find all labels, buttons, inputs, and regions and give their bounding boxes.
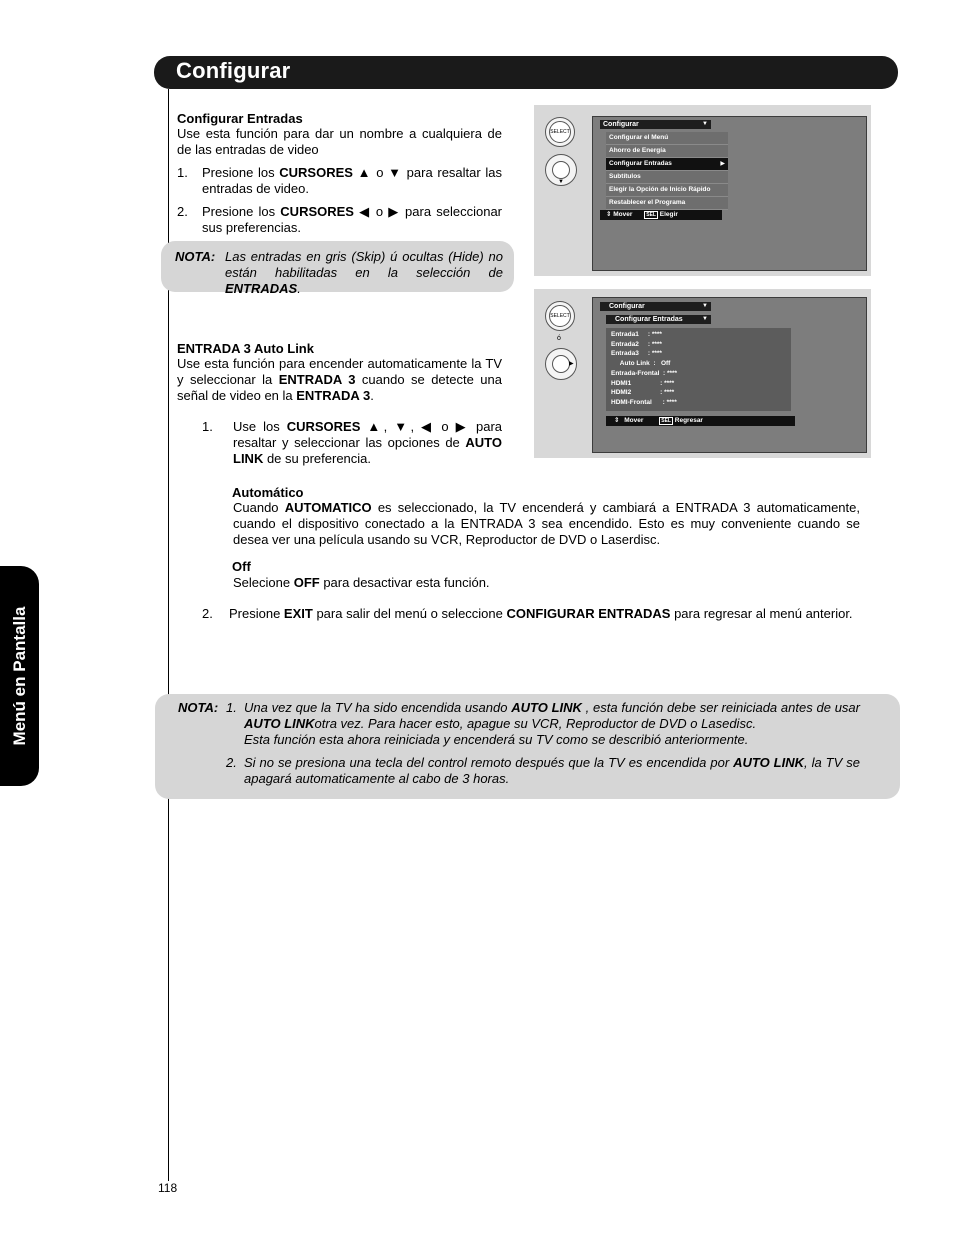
- select-button-label: SELECT: [549, 121, 571, 143]
- osd-menu-item: Ahorro de Energía: [606, 145, 728, 158]
- osd-input-row: Entrada2 : ****: [611, 340, 662, 348]
- osd-menu-item: Configurar el Menú: [606, 132, 728, 145]
- osd-input-row: Entrada-Frontal : ****: [611, 369, 678, 377]
- note-item-1-cont: Esta función esta ahora reiniciada y encenderá su TV como se describió anteriormente.: [244, 732, 749, 747]
- osd-footer: ⇕ Mover SEL Regresar: [606, 416, 795, 426]
- osd-menu-item: Elegir la Opción de Inicio Rápido: [606, 184, 728, 197]
- page-number: 118: [158, 1181, 178, 1195]
- osd-menu-list: [606, 132, 728, 210]
- section1-intro: Use esta función para dar un nombre a cualquiera de de las entradas de video: [177, 126, 502, 157]
- osd-input-row: HDMI1 : ****: [611, 379, 675, 387]
- move-arrows-icon: ⇕: [614, 417, 620, 424]
- note-item-number: 2.: [226, 755, 237, 770]
- osd-menu-item: Subtítulos: [606, 171, 728, 184]
- section-heading-configurar-entradas: Configurar Entradas: [177, 111, 303, 126]
- step-number: 1.: [177, 165, 188, 180]
- option-text-off: Selecione OFF para desactivar esta función.: [233, 575, 490, 590]
- osd-input-list: [606, 328, 791, 411]
- arrow-right-icon: ▶: [569, 361, 574, 367]
- side-tab: [0, 566, 39, 786]
- section2-step1: Use los CURSORES ▲, ▼, ◀ o ▶ para resaltar y seleccionar las opciones de AUTO LINK de su preferencia.: [233, 419, 503, 466]
- osd-menu-title: Configurar ▼: [600, 120, 711, 129]
- title-bar: [154, 56, 898, 89]
- note-item-2: Si no se presiona una tecla del control remoto después que la TV es encendida por AUTO LINK, la TV se apagará automaticamente al cabo de 3 horas.: [244, 755, 860, 786]
- screenshot-panel-2: [534, 289, 871, 458]
- section1-step1: Presione los CURSORES ▲ o ▼ para resaltar las entradas de video.: [202, 165, 502, 196]
- option-text-automatico: Cuando AUTOMATICO es seleccionado, la TV encenderá y cambiará a ENTRADA 3 automaticamente, cuando el dispositivo conectado a la ENTRADA 3 sea encendido. Esto es muy conveniente cuando se desea ver una película usando su VCR, Reproductor de DVD o Laserdisc.: [233, 500, 860, 547]
- note-text: Las entradas en gris (Skip) ú ocultas (Hide) no están habilitadas en la selección de ENTRADAS.: [225, 249, 503, 296]
- cursor-pad-center: [552, 355, 570, 373]
- sel-key-icon: SEL: [661, 418, 671, 424]
- step-number: 1.: [202, 419, 213, 434]
- step-number: 2.: [202, 606, 213, 621]
- section-heading-auto-link: ENTRADA 3 Auto Link: [177, 341, 314, 356]
- cursor-pad: [545, 154, 577, 186]
- section2-intro: Use esta función para encender automaticamente la TV y seleccionar la ENTRADA 3 cuando se detecte una señal de video en la ENTRADA 3.: [177, 356, 502, 403]
- select-button-label: SELECT: [549, 305, 571, 327]
- option-heading-automatico: Automático: [232, 485, 304, 500]
- side-tab-label: Menú en Pantalla: [9, 606, 29, 746]
- note-box-auto-link: [155, 694, 900, 799]
- sel-key-icon: SEL: [646, 212, 656, 218]
- dropdown-arrow-icon: ▼: [702, 121, 708, 127]
- move-arrows-icon: ⇕: [606, 211, 612, 218]
- or-label: ó: [557, 335, 561, 342]
- osd-menu-title: Configurar ▼: [600, 302, 711, 311]
- cursor-pad-center: [552, 161, 570, 179]
- section2-step2: Presione EXIT para salir del menú o seleccione CONFIGURAR ENTRADAS para regresar al menú anterior.: [229, 606, 853, 621]
- osd-footer: ⇕ Mover SEL Elegir: [600, 210, 722, 220]
- note-box: [161, 241, 514, 296]
- note-item-number: 1.: [226, 700, 237, 715]
- note-item-1: Una vez que la TV ha sido encendida usando AUTO LINK , esta función debe ser reiniciada antes de usar AUTO LINKotra vez. Para hacer esto, apague su VCR, Reproductor de DVD o Lasedisc.: [244, 700, 860, 731]
- osd-input-row: HDMI-Frontal : ****: [611, 398, 677, 406]
- arrow-down-icon: ▼: [558, 179, 564, 185]
- tv-screen: [592, 297, 867, 453]
- osd-menu-item: Restablecer el Programa: [606, 197, 728, 210]
- osd-input-row: Auto Link : Off: [611, 360, 671, 368]
- osd-input-row: Entrada3 : ****: [611, 350, 662, 358]
- osd-submenu-title: Configurar Entradas ▼: [606, 315, 711, 324]
- screenshot-panel-1: [534, 105, 871, 276]
- note-label: NOTA:: [175, 249, 216, 264]
- dropdown-arrow-icon: ▼: [702, 316, 708, 322]
- option-heading-off: Off: [232, 559, 251, 574]
- osd-input-row: Entrada1 : ****: [611, 331, 662, 338]
- osd-input-row: HDMI2 : ****: [611, 389, 675, 397]
- arrow-right-icon: ▶: [720, 161, 725, 167]
- select-button: [545, 301, 575, 331]
- section1-step2: Presione los CURSORES ◀ o ▶ para seleccionar sus preferencias.: [202, 204, 503, 235]
- select-button: [545, 117, 575, 147]
- osd-menu-item-selected: Configurar Entradas ▶: [606, 158, 728, 171]
- step-number: 2.: [177, 204, 188, 219]
- page-title: Configurar: [176, 58, 291, 83]
- cursor-pad: [545, 348, 577, 380]
- dropdown-arrow-icon: ▼: [702, 303, 708, 309]
- note-label: NOTA:: [178, 700, 219, 715]
- tv-screen: [592, 116, 867, 271]
